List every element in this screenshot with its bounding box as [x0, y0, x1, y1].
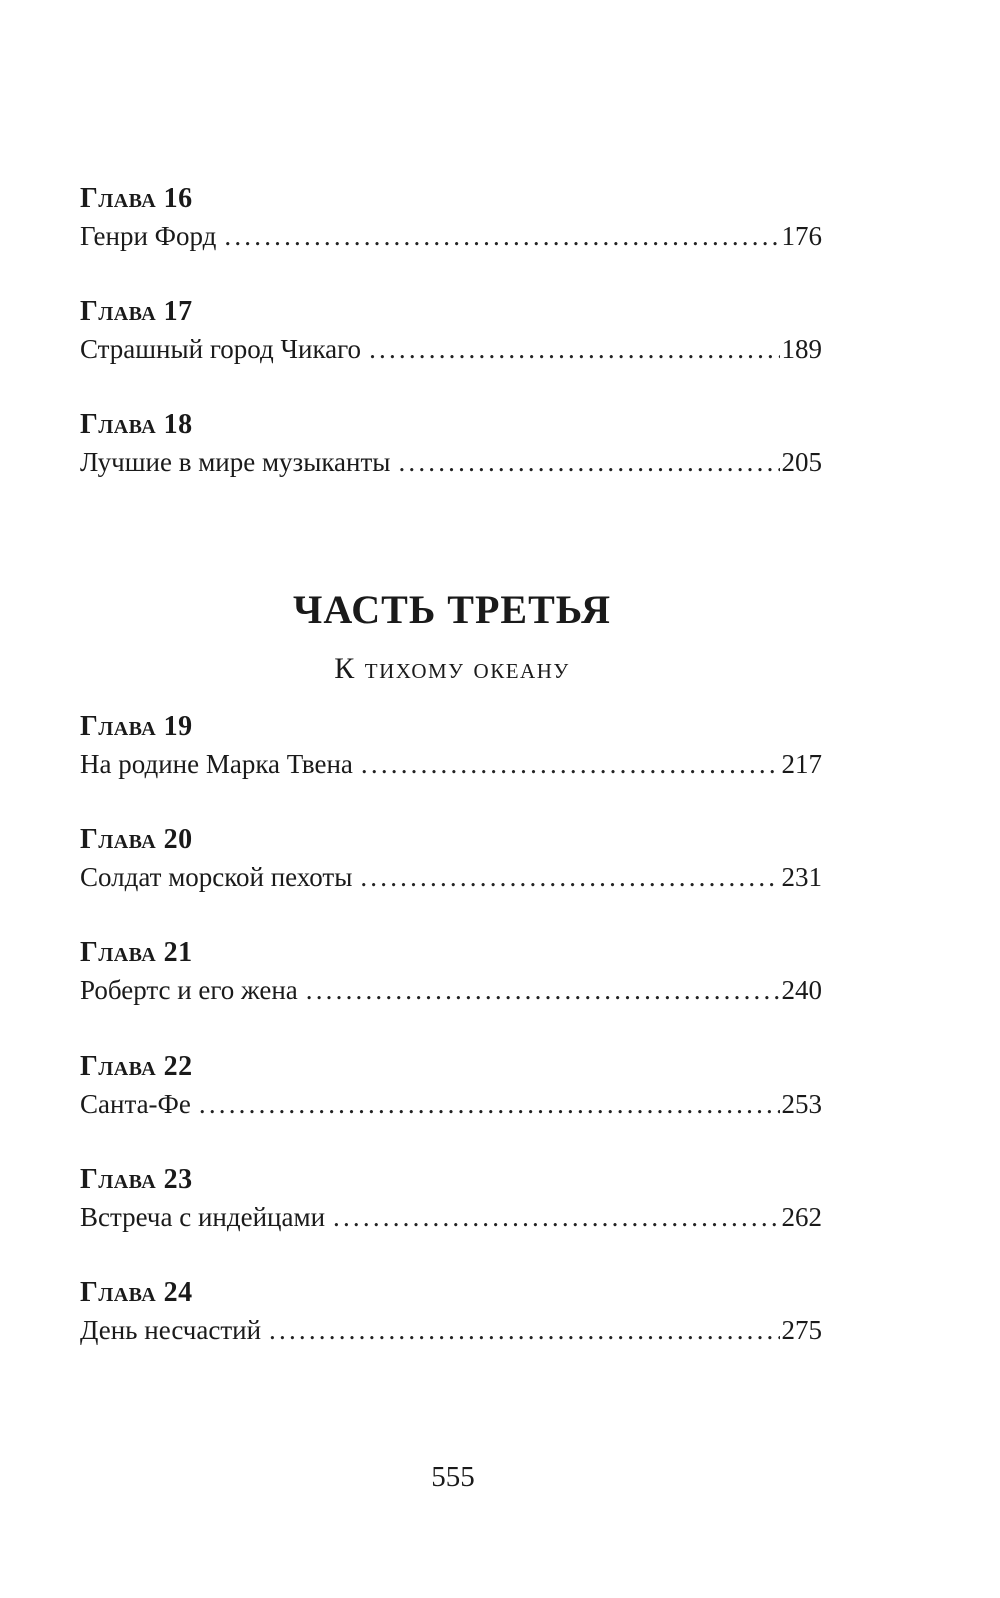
- chapter-page-number: 275: [781, 1315, 822, 1345]
- part-subtitle: К тихому океану: [334, 652, 570, 685]
- chapter-page-number: 240: [781, 975, 822, 1005]
- chapter-label: Глава 21: [80, 937, 193, 968]
- dot-leader: [224, 217, 779, 255]
- toc-line[interactable]: [80, 330, 822, 368]
- chapter-title: Генри Форд: [80, 221, 217, 251]
- dot-leader: [333, 1198, 779, 1236]
- toc-entry-chapter-18: [80, 407, 822, 481]
- chapter-label: Глава 23: [80, 1164, 193, 1195]
- chapter-page-number: 176: [781, 221, 822, 251]
- toc-entry-chapter-22: [80, 1049, 822, 1123]
- dot-leader: [361, 745, 780, 783]
- toc-line[interactable]: [80, 217, 822, 255]
- chapter-title: Страшный город Чикаго: [80, 334, 362, 364]
- toc-line[interactable]: [80, 1311, 822, 1349]
- chapter-label: Глава 18: [80, 409, 193, 440]
- dot-leader: [360, 858, 779, 896]
- chapter-page-number: 205: [781, 447, 822, 477]
- toc-line[interactable]: [80, 1198, 822, 1236]
- chapter-page-number: 231: [781, 862, 822, 892]
- chapter-page-number: 262: [781, 1202, 822, 1232]
- chapter-title: День несчастий: [80, 1315, 262, 1345]
- chapter-title: На родине Марка Твена: [80, 749, 353, 779]
- chapter-title: Санта-Фе: [80, 1089, 191, 1119]
- chapter-label: Глава 20: [80, 824, 193, 855]
- chapter-page-number: 217: [781, 749, 822, 779]
- toc-entry-chapter-23: [80, 1162, 822, 1236]
- toc-line[interactable]: [80, 443, 822, 481]
- dot-leader: [369, 330, 779, 368]
- dot-leader: [199, 1085, 780, 1123]
- toc-entry-chapter-17: [80, 294, 822, 368]
- dot-leader: [398, 443, 779, 481]
- chapter-title: Встреча с индейцами: [80, 1202, 326, 1232]
- toc-line[interactable]: [80, 971, 822, 1009]
- toc-entry-chapter-19: [80, 709, 822, 783]
- toc-entry-chapter-24: [80, 1275, 822, 1349]
- chapter-title: Солдат морской пехоты: [80, 862, 353, 892]
- chapter-label: Глава 16: [80, 183, 193, 214]
- toc-entry-chapter-20: [80, 822, 822, 896]
- toc-line[interactable]: [80, 745, 822, 783]
- chapter-title: Робертс и его жена: [80, 975, 298, 1005]
- dot-leader: [269, 1311, 779, 1349]
- chapter-label: Глава 19: [80, 711, 193, 742]
- chapter-label: Глава 22: [80, 1051, 193, 1082]
- chapter-label: Глава 24: [80, 1277, 193, 1308]
- toc-entry-chapter-16: [80, 181, 822, 255]
- chapter-title: Лучшие в мире музыканты: [80, 447, 391, 477]
- toc-line[interactable]: [80, 1085, 822, 1123]
- chapter-page-number: 189: [781, 334, 822, 364]
- toc-entry-chapter-21: [80, 935, 822, 1009]
- chapter-label: Глава 17: [80, 296, 193, 327]
- page-number: 555: [431, 1461, 475, 1493]
- dot-leader: [306, 971, 780, 1009]
- chapter-page-number: 253: [781, 1089, 822, 1119]
- toc-line[interactable]: [80, 858, 822, 896]
- part-heading: ЧАСТЬ ТРЕТЬЯ: [293, 587, 611, 632]
